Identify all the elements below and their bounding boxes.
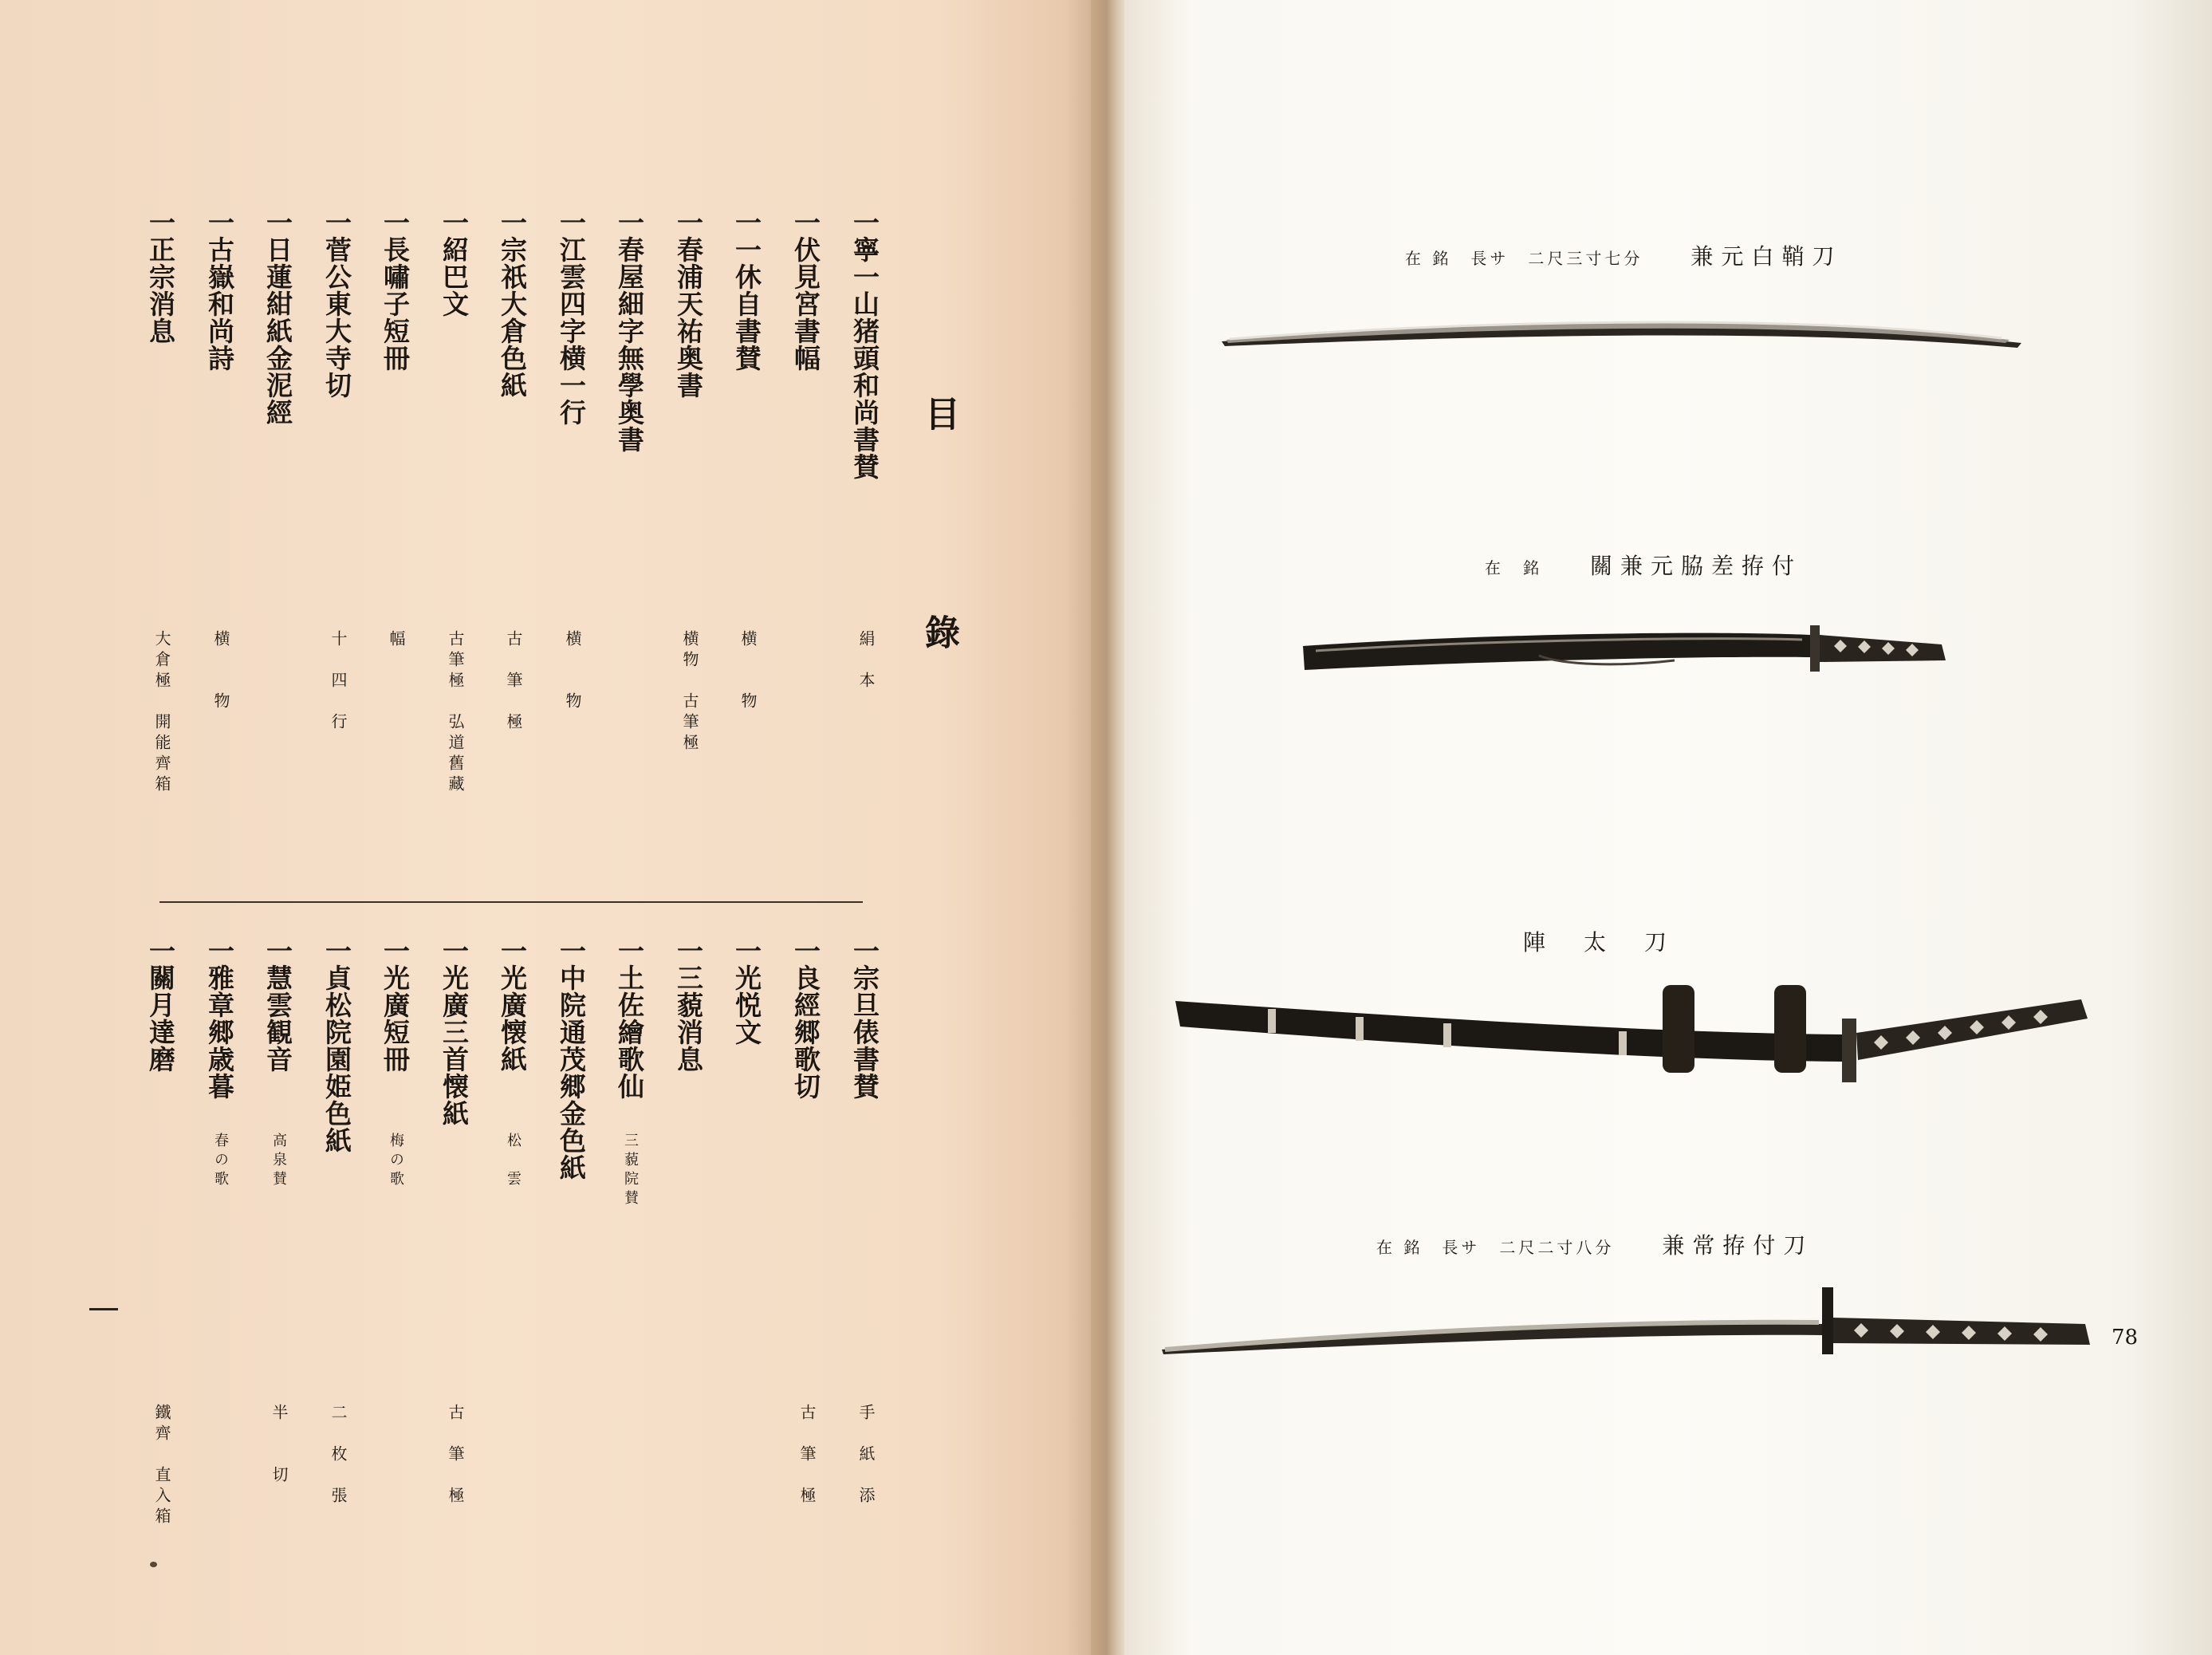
toc-entry-note: 古 筆 極 [446,1404,465,1507]
toc-entry-title: 一關月達磨 [145,937,176,1073]
toc-entry-title: 一三藐消息 [673,937,704,1073]
toc-entry-title: 一春屋細字無學奥書 [614,209,645,453]
toc-entry-note: 十 四 行 [329,630,348,734]
plate-1-title: 兼元白鞘刀 [1690,243,1843,270]
plate-2-title: 關兼元脇差拵付 [1590,553,1803,579]
plate-2-meta: 在 銘 [1485,558,1542,577]
toc-entry-title: 一長嘯子短冊 [380,209,411,372]
plate-4-meta: 在 銘 長サ 二尺二寸八分 [1376,1238,1615,1257]
toc-entry-note: 三藐院賛 [622,1133,639,1209]
toc-entry-title: 一日蓮紺紙金泥經 [262,209,293,426]
toc-entry-note: 古筆極 弘道舊藏 [446,630,465,796]
toc-entry-title: 一中院通茂郷金色紙 [556,937,587,1181]
toc-entry-note: 古 筆 極 [504,630,523,734]
plate-4-caption [1376,1228,1813,1260]
toc-entry-note: 鐵齊 直入箱 [152,1404,171,1528]
toc-entry-title: 一一休自書賛 [731,209,762,372]
toc-entry-note: 二 枚 張 [329,1404,348,1507]
plate-1-meta: 在 銘 長サ 二尺三寸七分 [1405,249,1643,268]
toc-entry-title: 一土佐繪歌仙 [614,937,645,1100]
toc-entry-title: 一光廣懐紙 [497,937,528,1073]
toc-entry-title: 一宗祇大倉色紙 [497,209,528,399]
toc-entry-title: 一菅公東大寺切 [321,209,352,399]
toc-heading-mokuroku-1: 目 [919,396,959,431]
toc-entry-note: 半 切 [270,1404,289,1487]
toc-entry-title: 一宗旦俵書賛 [849,937,880,1100]
toc-entry-title: 一江雲四字横一行 [556,209,587,426]
toc-entry-note: 春の歌 [212,1133,229,1190]
page-number: 78 [2112,1326,2139,1350]
plate-1-caption [1405,239,1842,271]
toc-entry-note: 大倉極 開能齊箱 [152,630,171,796]
toc-entry-title: 一良經郷歌切 [790,937,821,1100]
toc-entry-title: 一光悦文 [731,937,762,1046]
section-divider [159,901,863,903]
toc-entry-title: 一光廣三首懐紙 [439,937,470,1127]
toc-entry-note: 古 筆 極 [797,1404,817,1507]
plate-3-title: 陣 太 刀 [1523,929,1675,956]
toc-entry-title: 一春浦天祐奥書 [673,209,704,399]
toc-entry-title: 一貞松院園姫色紙 [321,937,352,1154]
book-gutter [1091,0,1129,1655]
paper-speck [150,1562,157,1567]
toc-entry-note: 松 雲 [505,1133,522,1190]
toc-entry-title: 一雅章郷歳暮 [204,937,235,1100]
toc-entry-title: 一古嶽和尚詩 [204,209,235,372]
toc-entry-title: 一伏見宮書幅 [790,209,821,372]
toc-entry-note: 高泉賛 [270,1133,287,1190]
toc-entry-title: 一正宗消息 [145,209,176,345]
toc-entry-note: 横 物 [563,630,582,713]
toc-entry-note: 横物 古筆極 [680,630,699,755]
toc-entry-title: 一光廣短冊 [380,937,411,1073]
toc-entry-title: 一慧雲観音 [262,937,293,1073]
toc-entry-note: 手 紙 添 [856,1404,876,1507]
plate-3-caption [1523,925,1675,957]
toc-entry-title: 一寧一山猪頭和尚書賛 [849,209,880,480]
plate-1-sword-image [1220,295,2025,351]
plate-2-caption [1485,549,1802,581]
plate-4-sword-image [1160,1276,2101,1364]
toc-entry-title: 一紹巴文 [439,209,470,317]
toc-entry-note: 絹 本 [856,630,876,692]
toc-entry-note: 梅の歌 [388,1133,404,1190]
plate-4-title: 兼常拵付刀 [1662,1232,1814,1259]
left-folio [89,1308,118,1310]
plate-3-sword-image [1172,977,2089,1089]
toc-entry-note: 横 物 [738,630,758,713]
plate-2-sword-image [1300,614,1954,686]
toc-heading-mokuroku-2: 錄 [919,614,959,649]
toc-entry-note: 幅 [387,630,406,651]
toc-entry-note: 横 物 [211,630,230,713]
